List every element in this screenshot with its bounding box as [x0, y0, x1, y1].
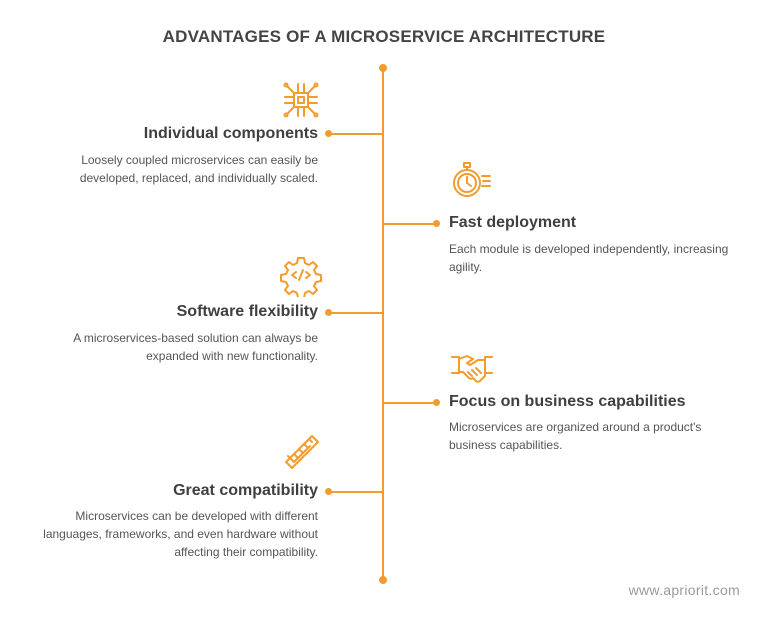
connector: [330, 133, 382, 135]
item-description: Each module is developed independently, increasing agility.: [449, 242, 729, 274]
node-dot: [433, 220, 440, 227]
ruler-check-icon: [280, 432, 324, 476]
timeline-line: [382, 68, 384, 580]
item-title: Software flexibility: [176, 303, 318, 320]
item-title: Fast deployment: [449, 214, 577, 231]
connector: [384, 402, 434, 404]
item-description: Microservices are organized around a product's business capabilities.: [449, 420, 702, 452]
timeline-end-dot: [379, 576, 387, 584]
connector: [384, 223, 434, 225]
connector: [330, 491, 382, 493]
item-title: Focus on business capabilities: [449, 393, 686, 410]
item-description: Loosely coupled microservices can easily be developed, replaced, and individually scaled.: [79, 153, 318, 185]
chip-icon: [279, 78, 323, 122]
handshake-icon: [450, 345, 494, 389]
item-title: Individual components: [143, 125, 318, 142]
timeline-start-dot: [379, 64, 387, 72]
stopwatch-icon: [448, 158, 492, 202]
item-description: Microservices can be developed with different languages, frameworks, and even hardware without affecting their compatibility.: [43, 509, 318, 559]
node-dot: [433, 399, 440, 406]
item-description: A microservices-based solution can always be expanded with new functionality.: [73, 331, 318, 363]
item-title: Great compatibility: [173, 482, 318, 499]
page-title: ADVANTAGES OF A MICROSERVICE ARCHITECTURE: [162, 27, 606, 46]
code-gear-icon: [279, 253, 323, 297]
watermark: www.apriorit.com: [628, 582, 740, 598]
connector: [330, 312, 382, 314]
